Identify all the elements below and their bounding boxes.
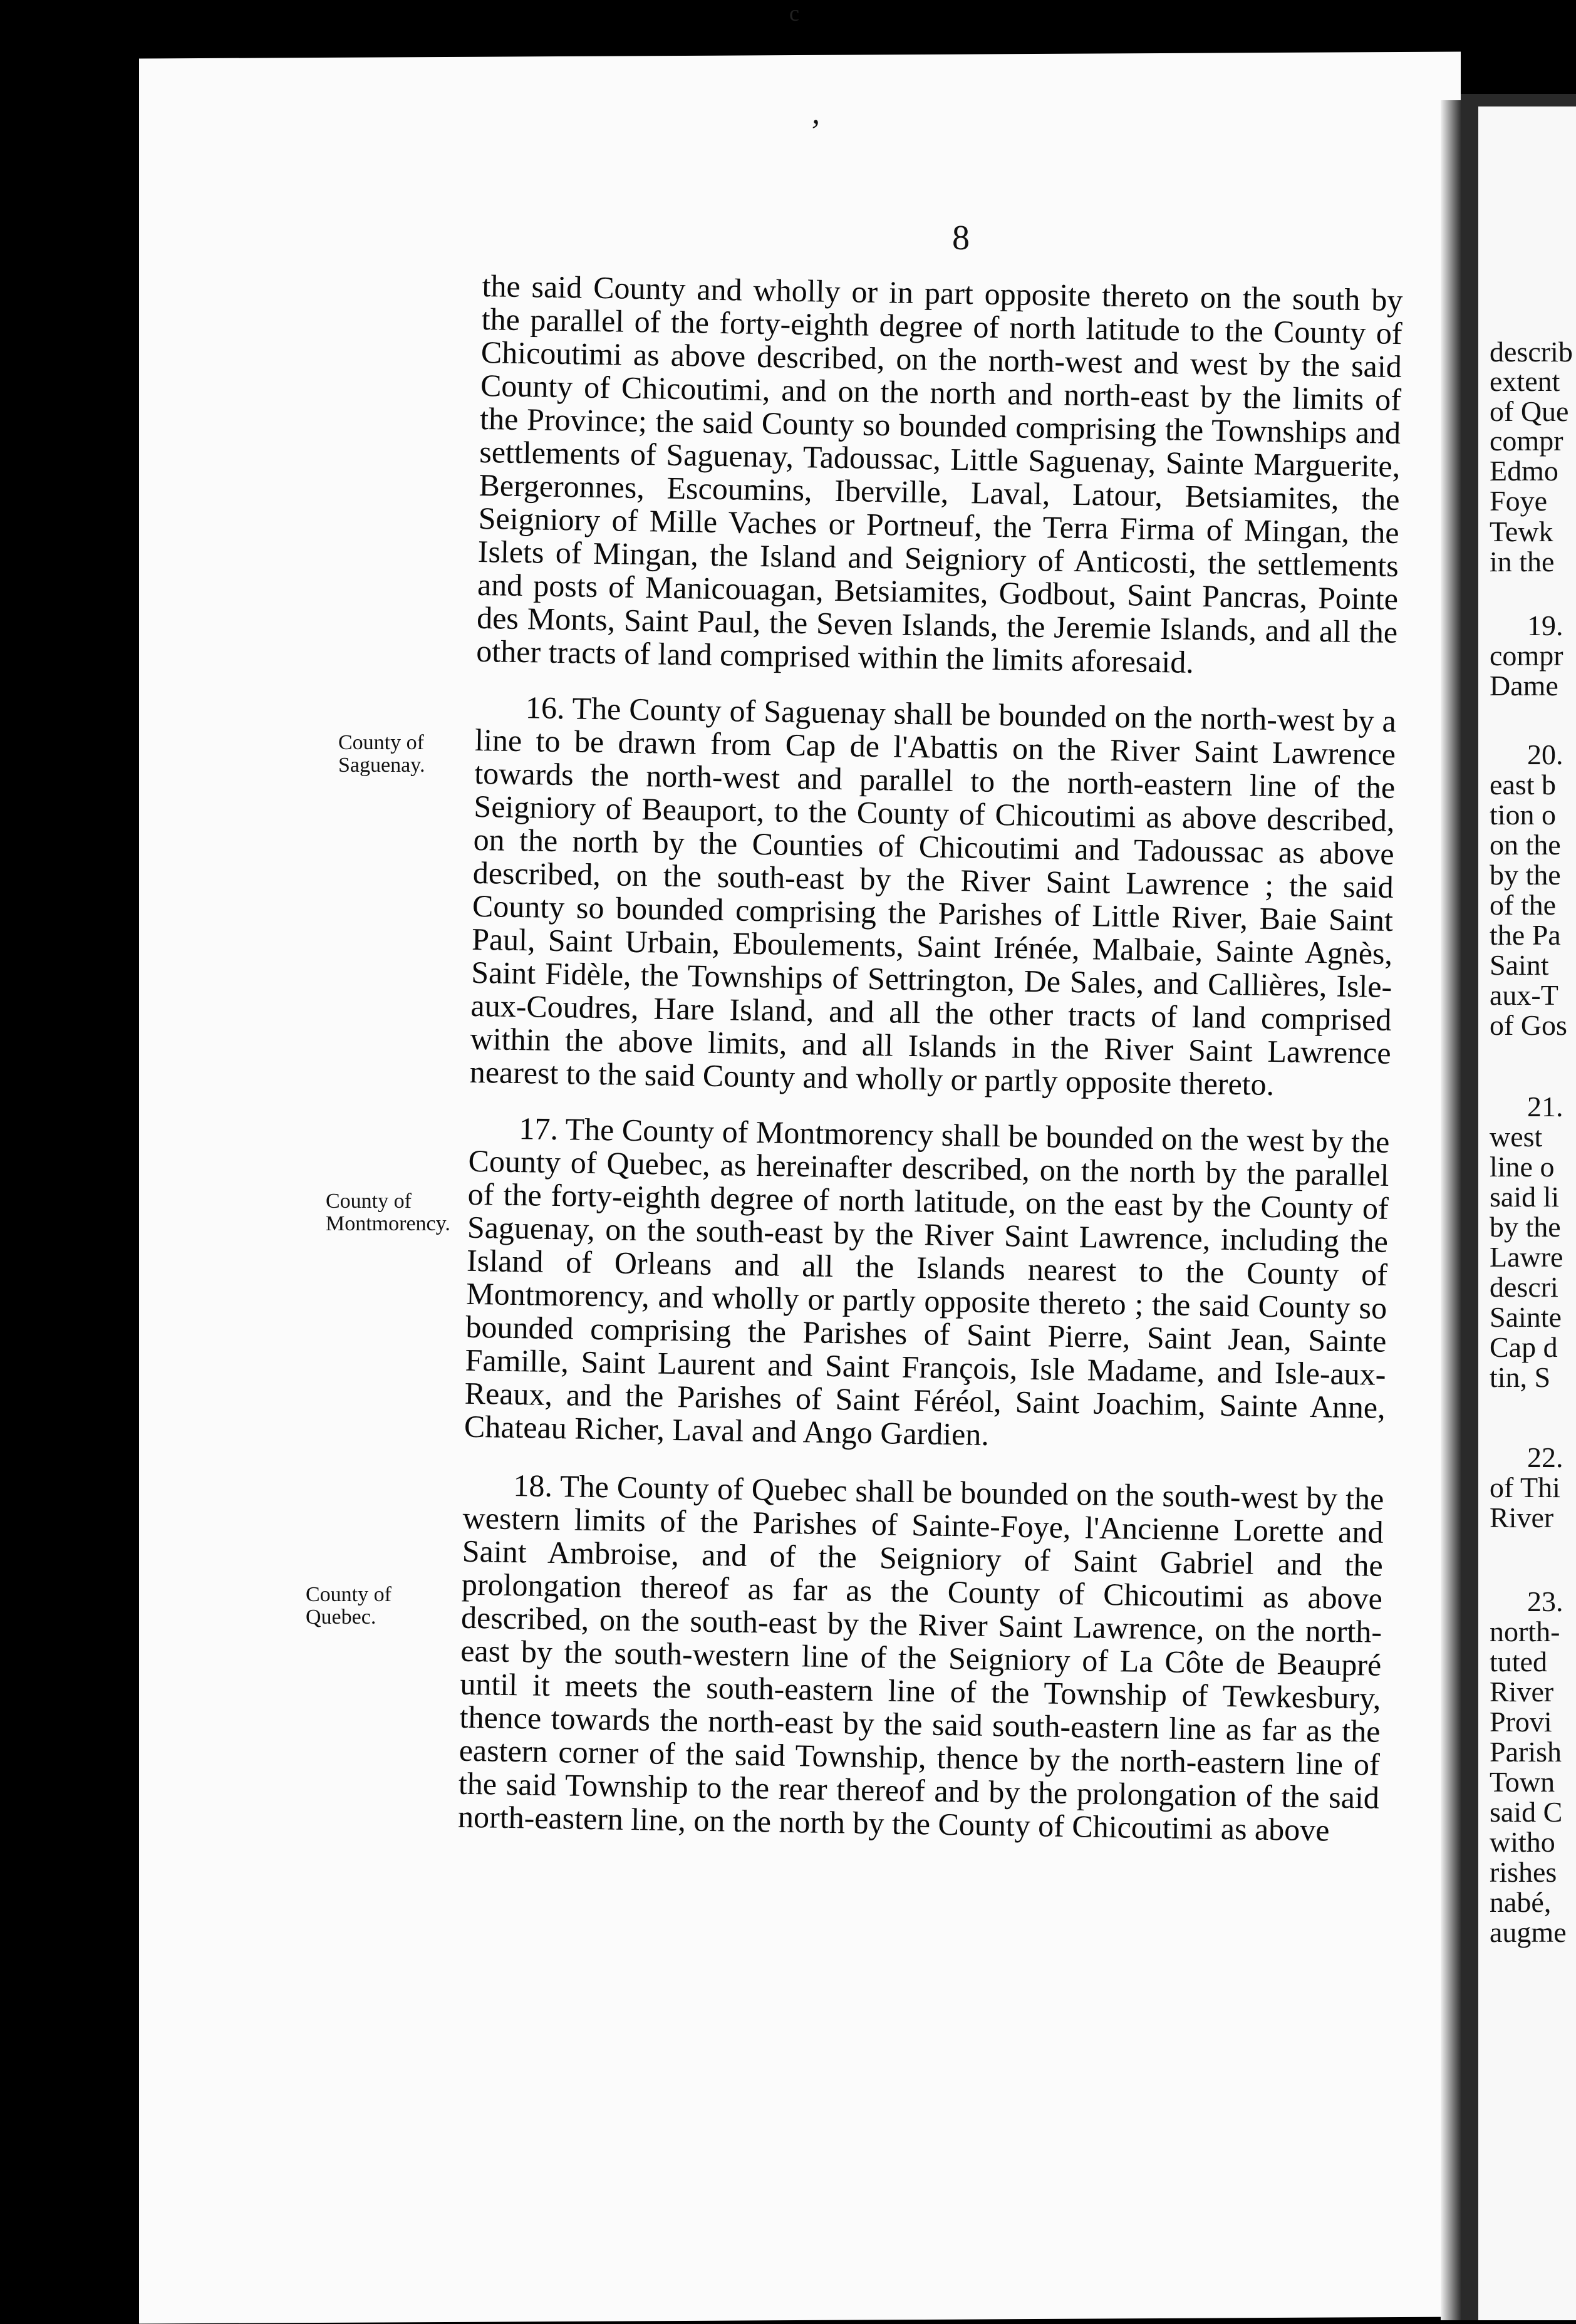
right-page-line: Tewk (1490, 516, 1553, 547)
right-page-line: Cap d (1490, 1331, 1558, 1363)
right-page-line: said li (1490, 1181, 1560, 1213)
right-page-line: on the (1490, 829, 1561, 861)
right-page-line: 19. (1527, 610, 1563, 641)
right-page-line: of Gos (1490, 1009, 1567, 1041)
right-page-line: Lawre (1490, 1241, 1563, 1273)
right-page-line: tin, S (1490, 1361, 1551, 1393)
right-page-line: of Que (1490, 395, 1569, 427)
right-page-line: compr (1490, 425, 1563, 457)
right-page-line: Foye (1490, 485, 1547, 517)
right-page-line: describ (1490, 336, 1573, 368)
right-page-line: nabé, (1490, 1886, 1552, 1918)
margin-note-saguenay: County of Saguenay. (338, 731, 425, 777)
right-page-line: Provi (1490, 1706, 1552, 1738)
right-page-line: Dame (1490, 670, 1558, 702)
right-page-line: 22. (1527, 1441, 1563, 1473)
right-page-line: Saint (1490, 949, 1549, 981)
top-mark: c (789, 1, 799, 26)
right-page-line: said C (1490, 1796, 1563, 1828)
tick-mark: ’ (808, 113, 819, 149)
right-page-line: of Thi (1490, 1471, 1560, 1503)
right-page-line: north- (1490, 1616, 1560, 1647)
margin-note-quebec: County of Quebec. (306, 1583, 391, 1629)
right-page-line: extent (1490, 365, 1560, 397)
right-page-line: by the (1490, 859, 1561, 891)
paragraph-18: 18. The County of Quebec shall be bounded on the south-west by the western limits of the Parishes of Sainte-Foye, l'Ancienne Lorette and Saint Ambroise, and of the Seigniory of Saint Gabriel and the prolongation thereof as far as the County of Chicoutimi as above described, on the south-east by the River Saint Lawrence, on the north-east by the south-western line of the Seigniory of La Côte de Beaupré until it meets the south-eastern line of the Township of Tewkesbury, thence towards the north-east by the said south-eastern line as far as the eastern corner of the said Township, thence by the north-eastern line of the said Township to the rear thereof and by the prolongation of the said north-eastern line, on the north by the County of Chicoutimi as above (457, 1468, 1384, 1848)
right-page-line: rishes (1490, 1856, 1557, 1888)
right-page-line: compr (1490, 640, 1563, 672)
right-page-line: west (1490, 1121, 1543, 1153)
right-page-line: 20. (1527, 739, 1563, 770)
right-page-line: line o (1490, 1151, 1555, 1183)
right-page-line: descri (1490, 1271, 1558, 1303)
right-page-line: witho (1490, 1826, 1555, 1858)
right-page-line: tuted (1490, 1646, 1547, 1678)
right-page-line: Town (1490, 1766, 1555, 1798)
right-page-line: aux-T (1490, 979, 1558, 1011)
paragraph-intro: the said County and wholly or in part opposite thereto on the south by the parallel of the forty-eighth degree of north latitude to the County of Chicoutimi as above described, on the north-west and west by the said County of Chicoutimi, and on the north and north-east by the limits of the Province; the said County so bounded comprising the Townships and settlements of Saguenay, Tadoussac, Little Saguenay, Sainte Marguerite, Bergeronnes, Escoumins, Iberville, Laval, Latour, Betsiamites, the Seigniory of Mille Vaches or Portneuf, the Terra Firma of Mingan, the Islets of Mingan, the Island and Seigniory of Anticosti, the settlements and posts of Manicouagan, Betsiamites, Godbout, Saint Pancras, Pointe des Monts, Saint Paul, the Seven Islands, the Jeremie Islands, and all the other tracts of land comprised within the limits aforesaid. (475, 268, 1403, 680)
right-page-line: east b (1490, 769, 1557, 801)
right-page-line: tion o (1490, 799, 1557, 831)
paragraph-16: 16. The County of Saguenay shall be bounded on the north-west by a line to be drawn from Cap de l'Abattis on the River Saint Lawrence towards the north-west and parallel to the north-eastern line of the Seigniory of Beauport, to the County of Chicoutimi as above described, on the north by the Counties of Chicoutimi and Tadoussac as above described, on the south-east by the River Saint Lawrence ; the said County so bounded comprising the Parishes of Little River, Baie Saint Paul, Saint Urbain, Eboulements, Saint Irénée, Malbaie, Sainte Agnès, Saint Fidèle, the Townships of Settrington, De Sales, and Callières, Isle-aux-Coudres, Hare Island, and all the other tracts of land comprised within the above limits, and all Islands in the River Saint Lawrence nearest to the said County and wholly or partly opposite thereto. (469, 690, 1397, 1102)
right-page-line: of the (1490, 889, 1557, 921)
margin-note-montmorency: County of Montmorency. (326, 1190, 450, 1235)
right-page-line: 23. (1527, 1585, 1563, 1617)
paragraph-17: 17. The County of Montmorency shall be bounded on the west by the County of Quebec, as hereinafter described, on the north by the parallel of the forty-eighth degree of north latitude, on the east by the County of Saguenay, on the south-east by the River Saint Lawrence, including the Island of Orleans and all the Islands nearest to the County of Montmorency, and wholly or partly opposite thereto ; the said County so bounded comprising the Parishes of Saint Pierre, Saint Jean, Sainte Famille, Saint Laurent and Saint François, Isle Madame, and Isle-aux-Reaux, and the Parishes of Saint Féréol, Saint Joachim, Sainte Anne, Chateau Richer, Laval and Ango Gardien. (464, 1111, 1390, 1452)
right-page-line: in the (1490, 546, 1555, 578)
right-page-line: Parish (1490, 1736, 1562, 1768)
right-page-line: River (1490, 1676, 1554, 1708)
right-page-line: by the (1490, 1211, 1561, 1243)
right-page-line: River (1490, 1502, 1554, 1533)
right-page-line: Edmo (1490, 455, 1558, 487)
main-text-column (458, 269, 1403, 1848)
right-page-line: augme (1490, 1916, 1567, 1948)
right-page-line: the Pa (1490, 919, 1561, 951)
right-page-line: 21. (1527, 1091, 1563, 1123)
page-number: 8 (952, 219, 970, 257)
right-page-line: Sainte (1490, 1301, 1562, 1333)
